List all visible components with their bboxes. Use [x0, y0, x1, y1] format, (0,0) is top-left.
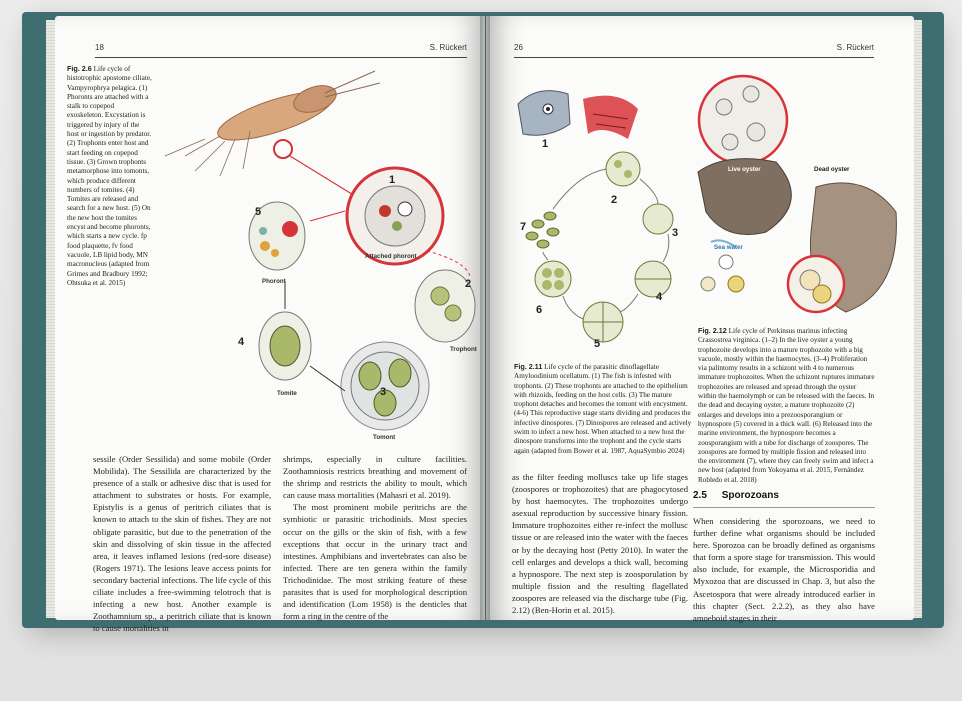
- page-number-left: 18: [95, 43, 104, 52]
- header-rule-left: [95, 57, 467, 58]
- figure-2-12-label: Fig. 2.12: [698, 326, 727, 335]
- label-live-oyster: Live oyster: [728, 166, 761, 173]
- running-head-right: S. Rückert: [836, 43, 874, 52]
- fig211-stage-5: 5: [594, 338, 601, 350]
- right-page-column-1: [512, 471, 688, 616]
- left-col2-paragraph-2: The most prominent mobile peritrichs are the symbiotic or parasitic trichodinids. Most species occur on the gills or the skin of fish, with a few exceptions that occur in the urinary tract and intestines. Amphibians and invertebrates can also be infected. There are ten genera within the family Trichodinidae. The most striking feature of these parasites that is used for morphological description and identification (Lom 1958) is the denticles that form a ring in the centre of the: [283, 502, 467, 622]
- right-col1-paragraph: as the filter feeding molluscs take up life stages (zoospores or trophozoites) that are phagocytosed by host haemocytes. The trophozoites undergo asexual reproduction by successive binary fission. Immature trophozoites either re-infect the mollusc tissue or are released into the water with the faeces or by the decaying host (Petty 2010). In water the cell enlarges and develops a thick wall, becoming a hypnospore. The next step is zoosporulation by multiple fission and the resulting flagellated zoospores are released via the discharge tube (Fig. 2.12) (Ben-Horin et al. 2015).: [512, 472, 688, 616]
- left-page-column-1: [93, 453, 271, 634]
- left-col2-paragraph-1: shrimps, especially in culture facilities. Zoothamniosis restricts breathing and movement of the shrimp and restricts the ability to moult, which can cause mass mortalities (Mahasri et al. 2019).: [283, 454, 467, 501]
- fig26-stage-1: 1: [389, 174, 396, 186]
- label-tomite: Tomite: [277, 390, 297, 397]
- figure-2-11-label: Fig. 2.11: [514, 362, 543, 371]
- figure-2-12-caption-text: Life cycle of Perkinsus marinus infecting Crassostrea virginica. (1–2) In the live oyster a young trophozoite develops into a mature trophozoite with a big vacuole, mostly within the haemocytes. (3–4) Proliferation via palintomy results in a schizont with 4 to numerous immature trophozoites. When the schizont ruptures immature trophozoites are released and spread through the oyster within the haemolymph or can be released with the faeces. In the dead and decaying oyster, a mature trophozoite (2) enlarges and develops into a prezoosporangium or hypnospore (5) covered in a thick wall. (6) Released into the marine environment, the hypnospore becomes a zoosporangium with a tube for discharge of zoospores. The zoospores are formed by multiple fission and released into the environment (7), where they can freely swim and infect a new host (adapted from Yokoyama et al. 2015, Fernández Robledo et al. 2018): [698, 327, 875, 484]
- left-page-column-2: [283, 453, 467, 622]
- right-col2-paragraph: When considering the sporozoans, we need to further define what organisms should be included here. Sporozoa can be broadly defined as organisms that form a spore stage for transmission. This would also include, for example, the Microsporidia and Myxozoa that are discussed in Chap. 3, but also the Ascetospora that were already introduced earlier in this chapter (Sect. 2.2.2), as they also have amoeboid stages in their: [693, 516, 875, 623]
- figure-2-6-caption-text: Life cycle of histotrophic apostome ciliate, Vampyrophrya pelagica. (1) Phoronts are attached with a stalk to copepod exoskeleton. Excystation is triggered by injury of the host or ingestion by predator. (2) Trophonts enter host and start feeding on copepod tissue. (3) Grown trophonts metamorphose into tomonts, which produce different numbers of tomites. (4) Tomites are released and search for a new host. (5) On the new host the tomites encyst and become phoronts, which starts a new cycle. fp food plaquette, fv food vacuole, LB lipid body, MN macronucleus (adapted from Grimes and Bradbury 1992; Ohtsuka et al. 2015): [67, 65, 152, 287]
- label-phoront: Phoront: [262, 278, 286, 285]
- left-col1-paragraph: sessile (Order Sessilida) and some mobile (Order Mobilida). The Sessilida are characterized by the presence of a stalk or adhesive disc that is used for attachment to substrates or hosts. For example, Epistylis is a genus of peritrich ciliates that is known to attach to the skin of fishes. They are not obligate parasitic, but due to the penetration of the skin and dissolving of skin tissue in the affected area, it leaves inflamed lesions (red-sore disease) (Rogers 1971). The lesions leave access points for secondary bacterial infections. The life cycle of this ciliate includes a free-swimming telotroch that is infecting a new host. Another example is Zoothamnium sp., a peritrich ciliate that is known to cause mortalities in: [93, 454, 271, 634]
- figure-2-11-caption-text: Life cycle of the parasitic dinoflagellate Amyloodinium ocellatum. (1) The fish is infested with trophonts. (2) These trophonts are attached to the epithelium with rhizoids, feeding on the host cells. (3) The mature trophont detaches and becomes the tomont with encystment. (4-6) This reproductive stage starts dividing and produces the infective dinospores. (7) Dinospores are released and actively swim to infect a new host. When attached to a new host the dinospore transforms into the trophont and the cycle starts again (adapted from Bower et al. 1987, AquaSymbio 2024): [514, 363, 692, 455]
- copepod-drawing: [165, 71, 380, 176]
- fig211-stage-1: 1: [542, 138, 549, 150]
- fig211-stage-3: 3: [672, 227, 679, 239]
- label-tomont: Tomont: [373, 434, 396, 441]
- book-gutter: [480, 16, 490, 620]
- section-2-5-heading: [693, 490, 779, 501]
- fig211-stage-7: 7: [520, 221, 527, 233]
- section-number: 2.5: [693, 490, 707, 501]
- running-head-left: S. Rückert: [429, 43, 467, 52]
- figure-2-6-illustration: [165, 61, 485, 431]
- figure-2-11-caption: [514, 362, 694, 456]
- right-page-column-2: [693, 515, 875, 624]
- left-page: [55, 16, 485, 634]
- fig211-stage-6: 6: [536, 304, 543, 316]
- label-attached-phoront: Attached phoront: [365, 253, 417, 260]
- fig26-stage-5: 5: [255, 206, 262, 218]
- fig26-stage-3: 3: [380, 386, 387, 398]
- section-title: Sporozoans: [721, 490, 779, 501]
- page-number-right: 26: [514, 43, 523, 52]
- right-page: [486, 16, 914, 623]
- fig211-stage-2: 2: [611, 194, 618, 206]
- label-sea-water: Sea water: [714, 244, 743, 251]
- fig26-stage-2: 2: [465, 278, 472, 290]
- header-rule-right: [514, 57, 874, 58]
- figure-2-6-caption: [67, 64, 152, 288]
- fig211-stage-4: 4: [656, 291, 663, 303]
- label-trophont: Trophont: [450, 346, 477, 353]
- figure-2-12-caption: [698, 326, 876, 485]
- label-dead-oyster: Dead oyster: [814, 166, 850, 173]
- figure-2-6-label: Fig. 2.6: [67, 64, 92, 73]
- section-rule: [693, 507, 875, 508]
- figure-2-12-illustration: [696, 62, 906, 320]
- fig26-stage-4: 4: [238, 336, 245, 348]
